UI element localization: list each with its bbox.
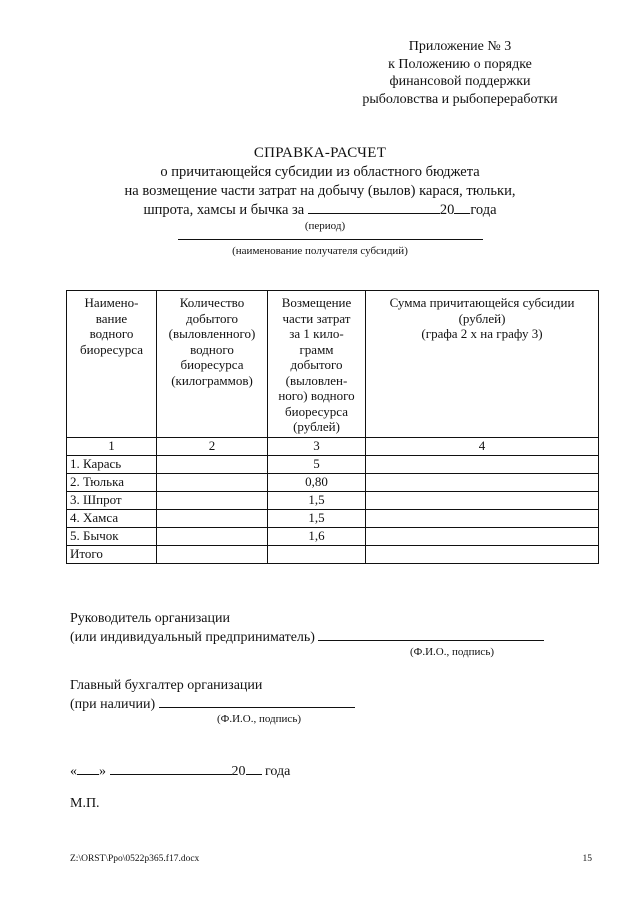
table-row [67, 509, 599, 527]
column-number: 3 [268, 437, 366, 455]
accountant-subtitle: (при наличии) [70, 697, 156, 712]
accountant-title: Главный бухгалтер организации [70, 678, 263, 693]
appendix-reference [330, 38, 590, 108]
period-caption: (период) [304, 220, 346, 232]
head-signature-blank[interactable] [318, 628, 544, 641]
accountant-caption: (Ф.И.О., подпись) [217, 713, 301, 725]
cell-name: 2. Тюлька [67, 473, 157, 491]
column-number: 1 [67, 437, 157, 455]
table-row [67, 527, 599, 545]
header-rate: Возмещение части затрат за 1 кило- грамм добытого (выловлен- ного) водного биоресурса (рублей) [268, 291, 366, 438]
date-line [70, 762, 290, 781]
stamp-place: М.П. [70, 796, 100, 811]
document-title: СПРАВКА-РАСЧЕТ [253, 145, 387, 161]
period-prefix: шпрота, хамсы и бычка за [143, 202, 305, 218]
date-suffix: года [265, 764, 291, 779]
period-blank[interactable] [308, 201, 440, 214]
cell-name: Итого [67, 545, 157, 563]
date-quote-open: « [70, 764, 77, 779]
table-row [67, 491, 599, 509]
cell-qty[interactable] [157, 545, 268, 563]
cell-rate: 1,6 [268, 527, 366, 545]
appendix-line: финансовой поддержки [389, 74, 531, 89]
cell-sum[interactable] [366, 491, 599, 509]
cell-qty[interactable] [157, 527, 268, 545]
cell-qty[interactable] [157, 473, 268, 491]
recipient-blank[interactable] [178, 239, 483, 240]
cell-rate: 0,80 [268, 473, 366, 491]
column-number: 2 [157, 437, 268, 455]
cell-rate [268, 545, 366, 563]
subtitle-line: на возмещение части затрат на добычу (вылов) карася, тюльки, [124, 183, 516, 199]
cell-rate: 1,5 [268, 491, 366, 509]
appendix-line: Приложение № 3 [408, 39, 512, 54]
header-subsidy-sum: Сумма причитающейся субсидии (рублей) (графа 2 х на графу 3) [366, 291, 599, 438]
cell-qty[interactable] [157, 491, 268, 509]
accountant-signature-blank[interactable] [159, 695, 355, 708]
cell-qty[interactable] [157, 509, 268, 527]
cell-sum[interactable] [366, 527, 599, 545]
date-year-blank[interactable] [246, 762, 262, 775]
table-row [67, 473, 599, 491]
head-title: Руководитель организации [70, 611, 230, 626]
cell-sum[interactable] [366, 545, 599, 563]
accountant-subtitle-row [70, 695, 355, 714]
table-total-row [67, 545, 599, 563]
cell-name: 3. Шпрот [67, 491, 157, 509]
cell-rate: 5 [268, 455, 366, 473]
cell-sum[interactable] [366, 455, 599, 473]
page-number: 15 [582, 854, 592, 864]
period-suffix: года [470, 202, 497, 218]
date-month-blank[interactable] [110, 762, 232, 775]
column-number: 4 [366, 437, 599, 455]
accountant-signature-block [70, 677, 355, 714]
subsidy-table [66, 290, 599, 564]
cell-name: 5. Бычок [67, 527, 157, 545]
cell-name: 4. Хамса [67, 509, 157, 527]
period-year-blank[interactable] [454, 201, 470, 214]
recipient-caption: (наименование получателя субсидий) [232, 245, 408, 257]
cell-qty[interactable] [157, 455, 268, 473]
date-year-prefix: 20 [231, 764, 246, 779]
document-header [0, 144, 640, 233]
column-number-row [67, 437, 599, 455]
footer-file-path: Z:\ORST\Ppo\0522p365.f17.docx [70, 854, 200, 864]
appendix-line: к Положению о порядке [388, 56, 532, 72]
cell-rate: 1,5 [268, 509, 366, 527]
period-line [0, 201, 640, 220]
subtitle-line: о причитающейся субсидии из областного бюджета [160, 164, 480, 180]
header-resource-name: Наимено- вание водного биоресурса [67, 291, 157, 438]
head-subtitle-row [70, 628, 544, 647]
cell-sum[interactable] [366, 473, 599, 491]
cell-name: 1. Карась [67, 455, 157, 473]
head-subtitle: (или индивидуальный предприниматель) [70, 630, 315, 645]
head-caption: (Ф.И.О., подпись) [410, 646, 494, 658]
date-day-blank[interactable] [77, 762, 99, 775]
head-signature-block [70, 610, 544, 647]
appendix-line: рыболовства и рыбопереработки [362, 91, 558, 107]
period-year-prefix: 20 [439, 202, 455, 218]
header-quantity: Количество добытого (выловленного) водного биоресурса (килограммов) [157, 291, 268, 438]
cell-sum[interactable] [366, 509, 599, 527]
table-row [67, 455, 599, 473]
date-quote-close: » [99, 764, 106, 779]
table-header-row [67, 291, 599, 438]
